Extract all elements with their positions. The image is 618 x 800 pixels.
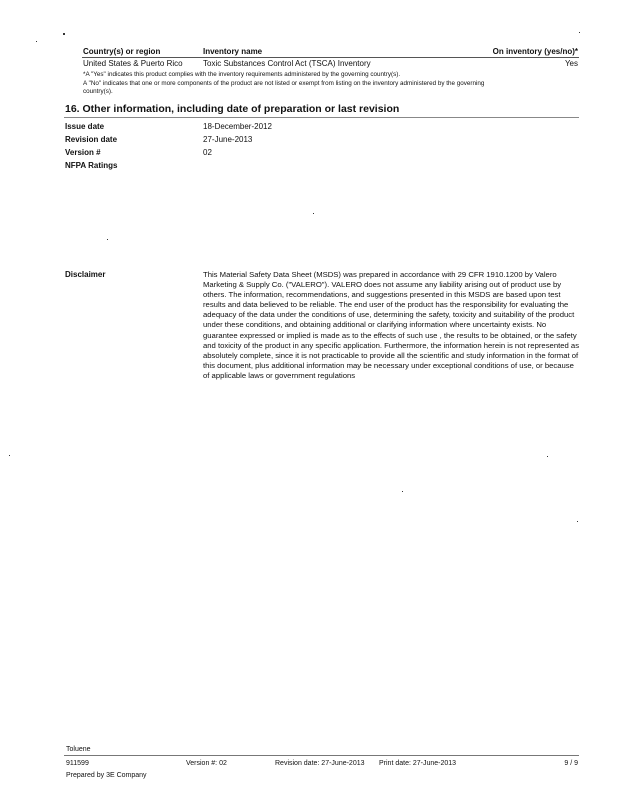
- nfpa-ratings-label: NFPA Ratings: [65, 161, 118, 170]
- footer-revision-date: Revision date: 27-June-2013: [275, 760, 365, 767]
- inventory-note-no-line1: A "No" indicates that one or more components of the product are not listed or exempt from listing on the inventory administered by the governing: [83, 80, 485, 87]
- scan-speck: [313, 213, 314, 214]
- footer-version: Version #: 02: [186, 760, 227, 767]
- footer-rule: [64, 755, 579, 756]
- footer-prepared-by: Prepared by 3E Company: [66, 772, 147, 779]
- section-16-rule: [64, 117, 579, 118]
- inventory-header-on-inventory: On inventory (yes/no)*: [492, 47, 578, 56]
- inventory-header-country: Country(s) or region: [83, 47, 161, 56]
- disclaimer-text: This Material Safety Data Sheet (MSDS) was prepared in accordance with 29 CFR 1910.1200 by Valero Marketing & Supply Co. ("VALERO"). VALERO does not assume any liability arising out of product use by others. The information, recommendations, and suggestions presented in this MSDS are based upon test results and data believed to be reliable. The end user of the product has the responsibility for evaluating the adequacy of the data under the conditions of use, determining the safety, toxicity and suitability of the product under these conditions, and obtaining additional or clarifying information where uncertainty exists. No guarantee expressed or implied is made as to the effects of such use , the results to be obtained, or the safety and toxicity of the product in any specific application. Furthermore, the information herein is not represented as absolutely complete, since it is not practicable to provide all the scientific and study information in the format of this document, plus additional information may be necessary under exceptional conditions of use, or because of applicable laws or government regulations: [203, 270, 580, 380]
- footer-product-name: Toluene: [66, 746, 91, 753]
- inventory-note-yes: *A "Yes" indicates this product complies with the inventory requirements administered by the governing country(s).: [83, 71, 401, 78]
- issue-date-label: Issue date: [65, 122, 105, 131]
- inventory-row-country: United States & Puerto Rico: [83, 59, 183, 68]
- scan-speck: [577, 521, 578, 522]
- revision-date-value: 27-June-2013: [203, 135, 253, 144]
- inventory-header-rule: [82, 57, 579, 58]
- footer-page-number: 9 / 9: [564, 760, 578, 767]
- issue-date-value: 18-December-2012: [203, 122, 272, 131]
- scan-speck: [547, 456, 548, 457]
- disclaimer-label: Disclaimer: [65, 270, 106, 279]
- inventory-row-name: Toxic Substances Control Act (TSCA) Inventory: [203, 59, 371, 68]
- scan-speck: [9, 455, 10, 456]
- footer-print-date: Print date: 27-June-2013: [379, 760, 457, 767]
- version-value: 02: [203, 148, 212, 157]
- inventory-header-name: Inventory name: [203, 47, 263, 56]
- scan-speck: [36, 41, 37, 42]
- inventory-note-no-line2: country(s).: [83, 88, 113, 95]
- scan-speck: [579, 32, 580, 33]
- inventory-row-on-inventory: Yes: [564, 59, 578, 68]
- section-16-title: 16. Other information, including date of preparation or last revision: [65, 103, 400, 115]
- version-label: Version #: [65, 148, 101, 157]
- scan-speck: [63, 33, 65, 35]
- scan-speck: [107, 239, 108, 240]
- revision-date-label: Revision date: [65, 135, 118, 144]
- footer-product-code: 911599: [66, 760, 89, 767]
- scan-speck: [402, 491, 403, 492]
